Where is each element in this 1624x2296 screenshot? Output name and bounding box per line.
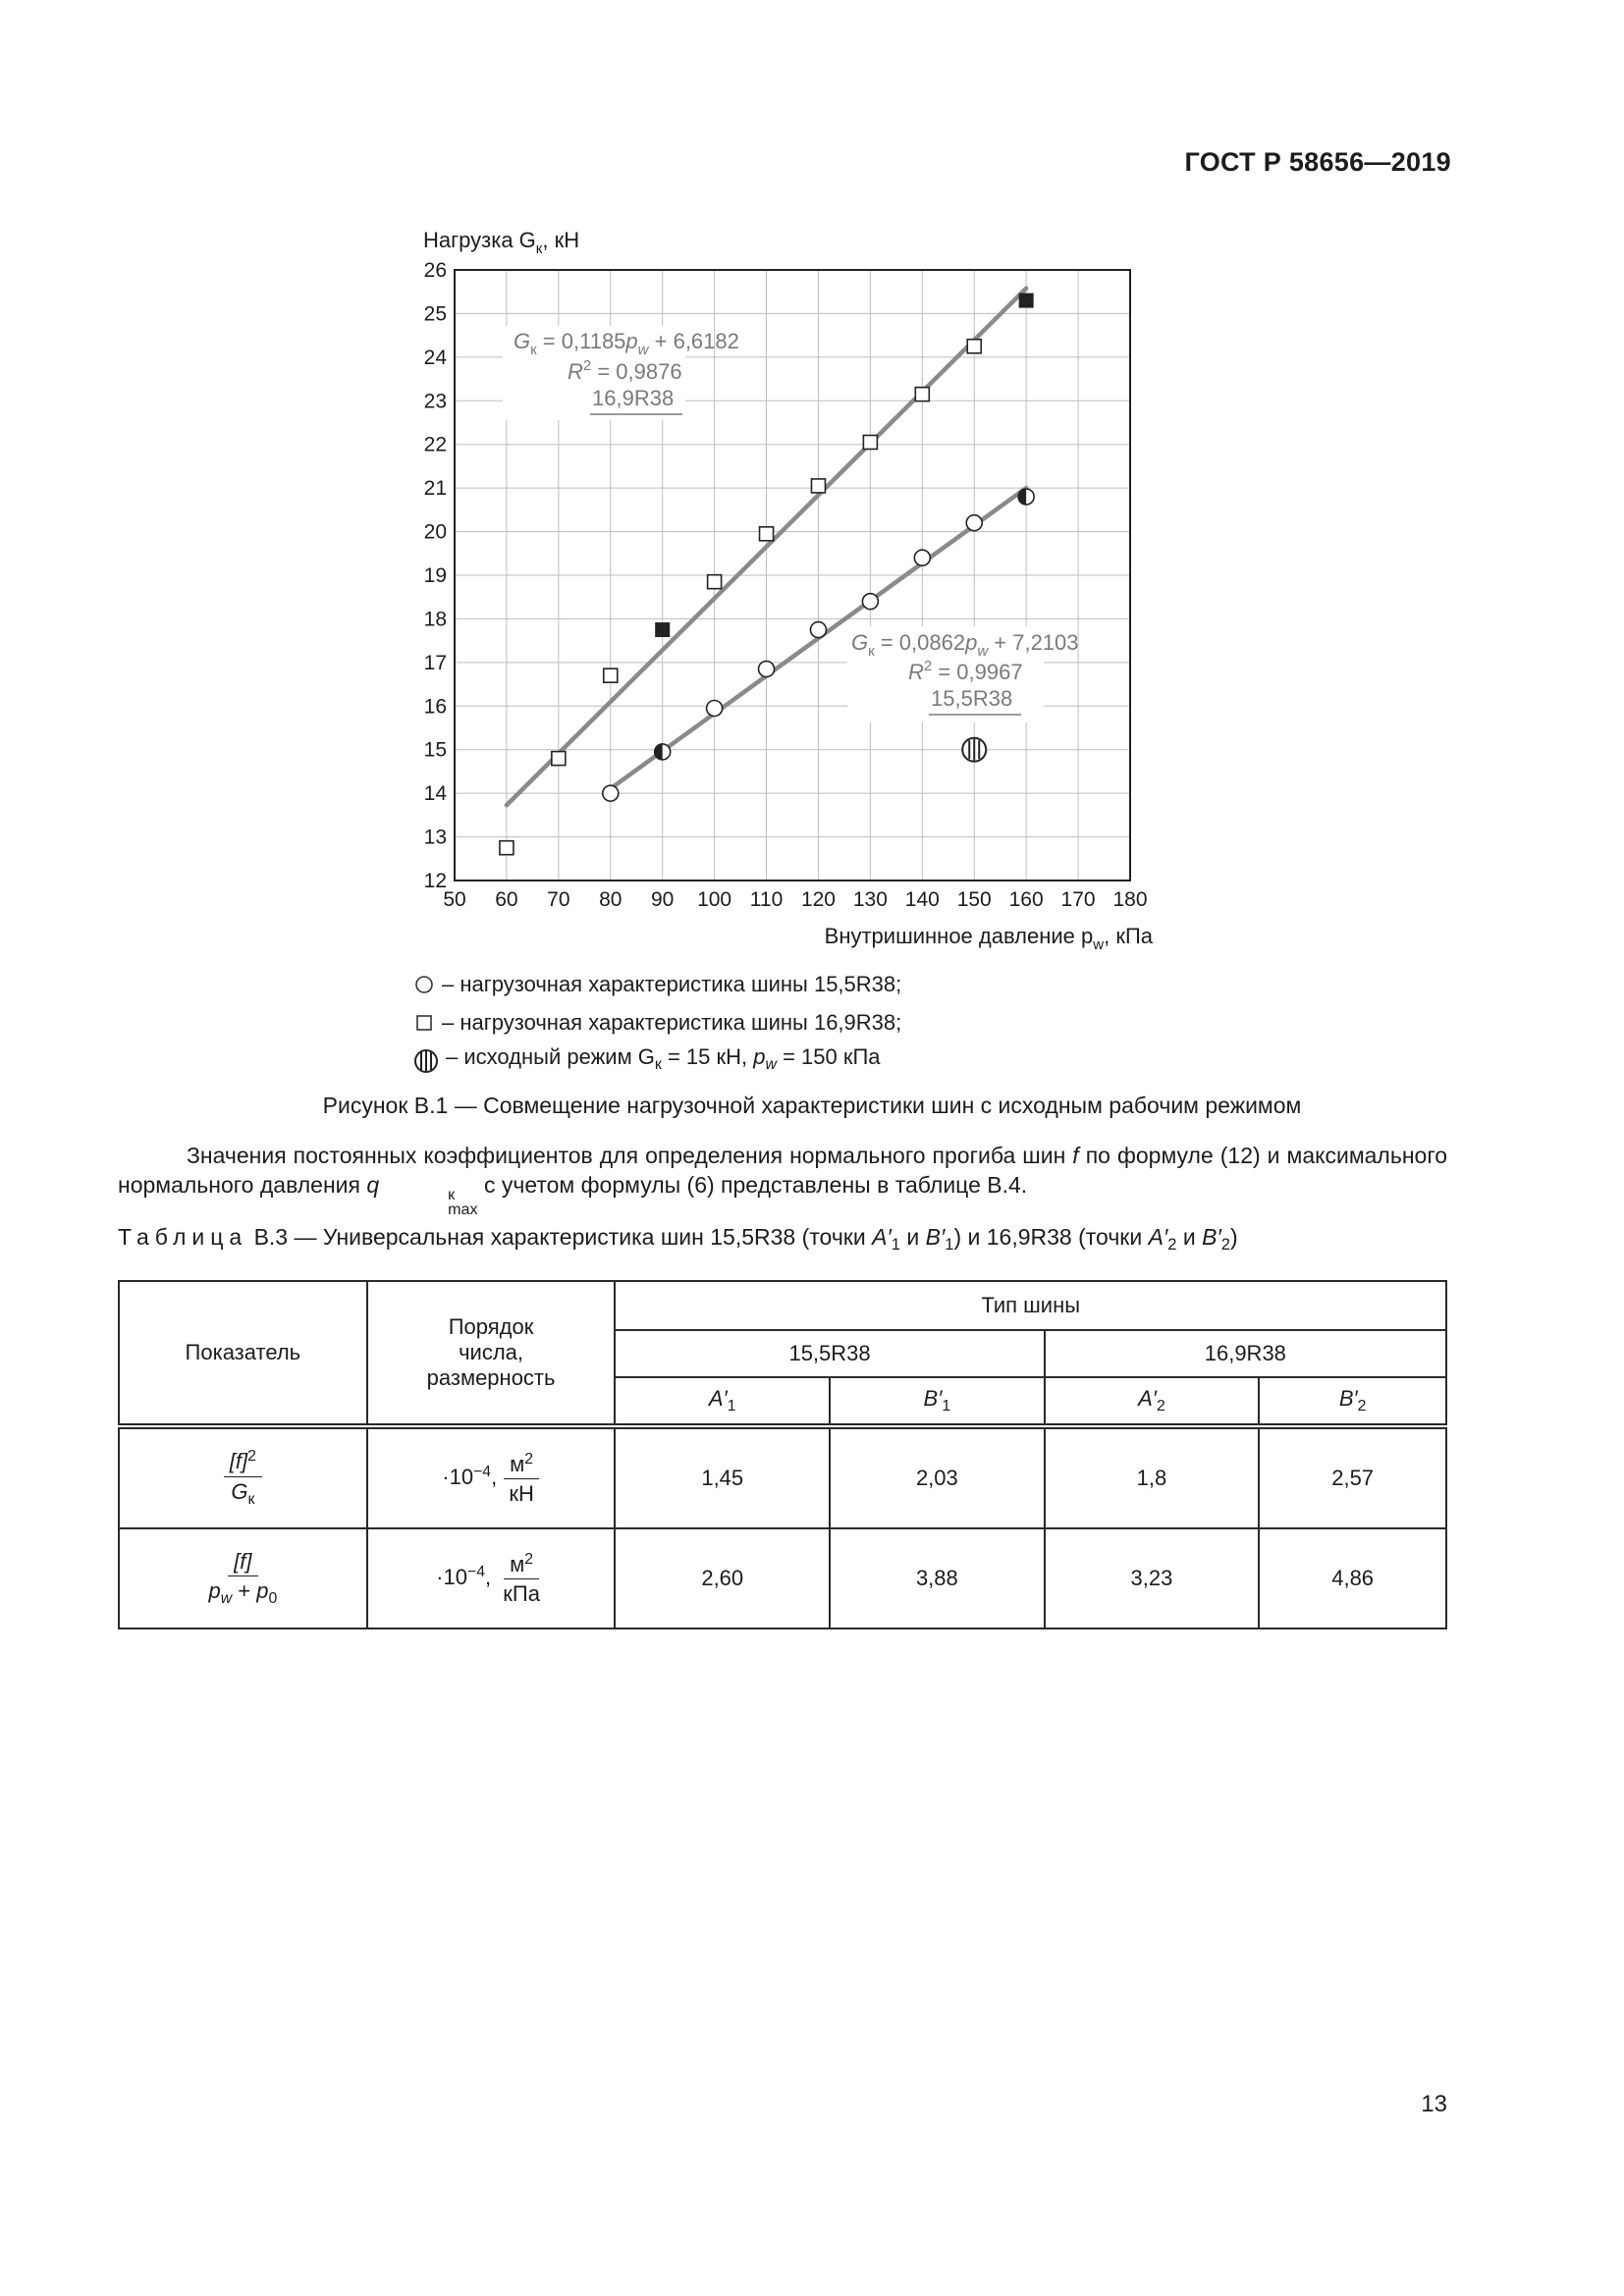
header-indicator: Показатель [119,1281,367,1426]
data-point-square [967,340,981,353]
x-tick-label: 60 [495,888,518,911]
y-tick-label: 12 [423,870,447,892]
y-tick-label: 22 [423,433,447,456]
y-tick-label: 13 [423,826,447,849]
data-point-circle [603,785,619,801]
value-cell: 3,23 [1045,1528,1260,1629]
legend-item-15-5r38 [412,965,901,1003]
table-row [119,1528,1446,1629]
load-characteristic-chart [393,218,1178,964]
x-tick-label: 100 [697,888,732,911]
legend-item-16-9r38 [412,1003,901,1041]
y-tick-label: 21 [423,477,447,501]
x-axis-label: Внутришинное давление $p_w$, кПа [824,924,1153,953]
header-a2: $A'_2$ [1045,1377,1260,1426]
y-tick-label: 20 [423,520,447,544]
y-tick-label: 26 [423,259,447,282]
data-point-square [915,388,929,401]
header-group-16-9r38: 16,9R38 [1045,1330,1446,1377]
circle-open-icon [412,973,436,996]
table-caption: Таблица В.3 — Универсальная характеристика шин 15,5R38 (точки $A'_1$ и $B'_1$) и 16,9R38 (точки $A'_2$ и $B'_2$) [118,1224,1238,1254]
legend-item-initial-mode [412,1041,901,1080]
data-point-circle [707,701,723,717]
x-tick-label: 170 [1060,888,1096,911]
indicator-formula: $\frac{[f]}{p_w + p_0}$ [119,1528,367,1629]
y-tick-label: 18 [423,608,447,631]
y-tick-label: 15 [423,738,447,762]
data-point-square [811,479,825,493]
striped-circle-icon [412,1047,440,1075]
value-cell: 4,86 [1259,1528,1446,1629]
y-tick-label: 14 [423,782,447,806]
order-dimension-cell: $\cdot 10^{-4}$, $\frac{м^2}{кН}$ [367,1426,616,1528]
y-tick-label: 24 [423,346,447,369]
data-point-circle [810,622,826,638]
data-point-square [708,575,722,589]
data-point-square [500,841,514,855]
data-point-square [552,752,566,766]
header-a1: $A'_1$ [615,1377,830,1426]
body-paragraph: Значения постоянных коэффициентов для определения нормального прогиба шин f по формуле (12) и максимального нормального давления q к max с учетом формулы (6) представлены в таблице В.4. [118,1143,1447,1218]
legend-text: – нагрузочная характеристика шины 16,9R38; [442,1010,902,1035]
data-point-circle [966,515,982,531]
y-tick-label: 23 [423,390,447,413]
y-tick-label: 19 [423,564,447,587]
data-point-circle [759,662,775,677]
x-tick-label: 160 [1008,888,1044,911]
indicator-formula: $\frac{[f]^2}{G_к}$ [119,1426,367,1528]
x-tick-label: 90 [651,888,675,911]
x-tick-label: 180 [1112,888,1148,911]
document-code: ГОСТ Р 58656—2019 [1184,147,1451,177]
value-cell: 2,03 [830,1426,1045,1528]
data-point-circle [862,594,878,610]
chart-legend [412,965,901,1080]
y-tick-label: 16 [423,695,447,719]
order-dimension-cell: $\cdot 10^{-4}$, $\frac{м^2}{\text{кПа}}$ [367,1528,616,1629]
data-point-square [863,435,877,449]
legend-text: – нагрузочная характеристика шины 15,5R38; [442,972,902,996]
y-tick-label: 25 [423,302,447,326]
universal-characteristic-table [118,1280,1447,1629]
x-tick-label: 140 [904,888,940,911]
tire-label-16-9r38: 16,9R38 [592,386,675,410]
x-tick-label: 130 [852,888,888,911]
equation-16-9r38: $G_к = 0,1185p_w + 6,6182$ [514,329,739,358]
r2-16-9r38: $R^2 = 0,9876$ [568,357,682,384]
data-point-circle [914,550,930,565]
x-tick-label: 50 [443,888,466,911]
square-open-icon [412,1011,436,1035]
header-b2: $B'_2$ [1259,1377,1446,1426]
x-tick-label: 70 [547,888,570,911]
x-tick-label: 150 [956,888,992,911]
annotation-15-5r38 [847,626,1079,722]
header-order-dimension: Порядок числа, размерность [367,1281,616,1426]
equation-15-5r38: $G_к = 0,0862p_w + 7,2103$ [851,630,1079,660]
y-tick-label: 17 [423,651,447,674]
value-cell: 1,8 [1045,1426,1260,1528]
x-tick-label: 80 [599,888,623,911]
value-cell: 3,88 [830,1528,1045,1629]
y-axis-label: Нагрузка $G_к$, кН [423,228,580,257]
header-tire-type: Тип шины [615,1281,1446,1330]
annotation-16-9r38 [503,326,739,420]
data-point-square-filled [656,623,670,637]
header-b1: $B'_1$ [830,1377,1045,1426]
page-number: 13 [1421,2091,1447,2117]
table-row [119,1426,1446,1528]
legend-text: – исходный режим $G_к = 15$ кН, $p_w = 150$ кПа [446,1044,881,1073]
data-point-square-filled [1019,294,1033,307]
tire-label-15-5r38: 15,5R38 [931,686,1013,711]
x-tick-label: 110 [749,888,784,911]
figure-caption: Рисунок В.1 — Совмещение нагрузочной характеристики шин с исходным рабочим режимом [322,1093,1302,1118]
value-cell: 2,57 [1259,1426,1446,1528]
r2-15-5r38: $R^2 = 0,9967$ [908,658,1023,684]
x-tick-label: 120 [800,888,836,911]
value-cell: 2,60 [615,1528,830,1629]
data-point-square [760,527,774,541]
value-cell: 1,45 [615,1426,830,1528]
data-point-square [604,668,618,682]
header-group-15-5r38: 15,5R38 [615,1330,1044,1377]
